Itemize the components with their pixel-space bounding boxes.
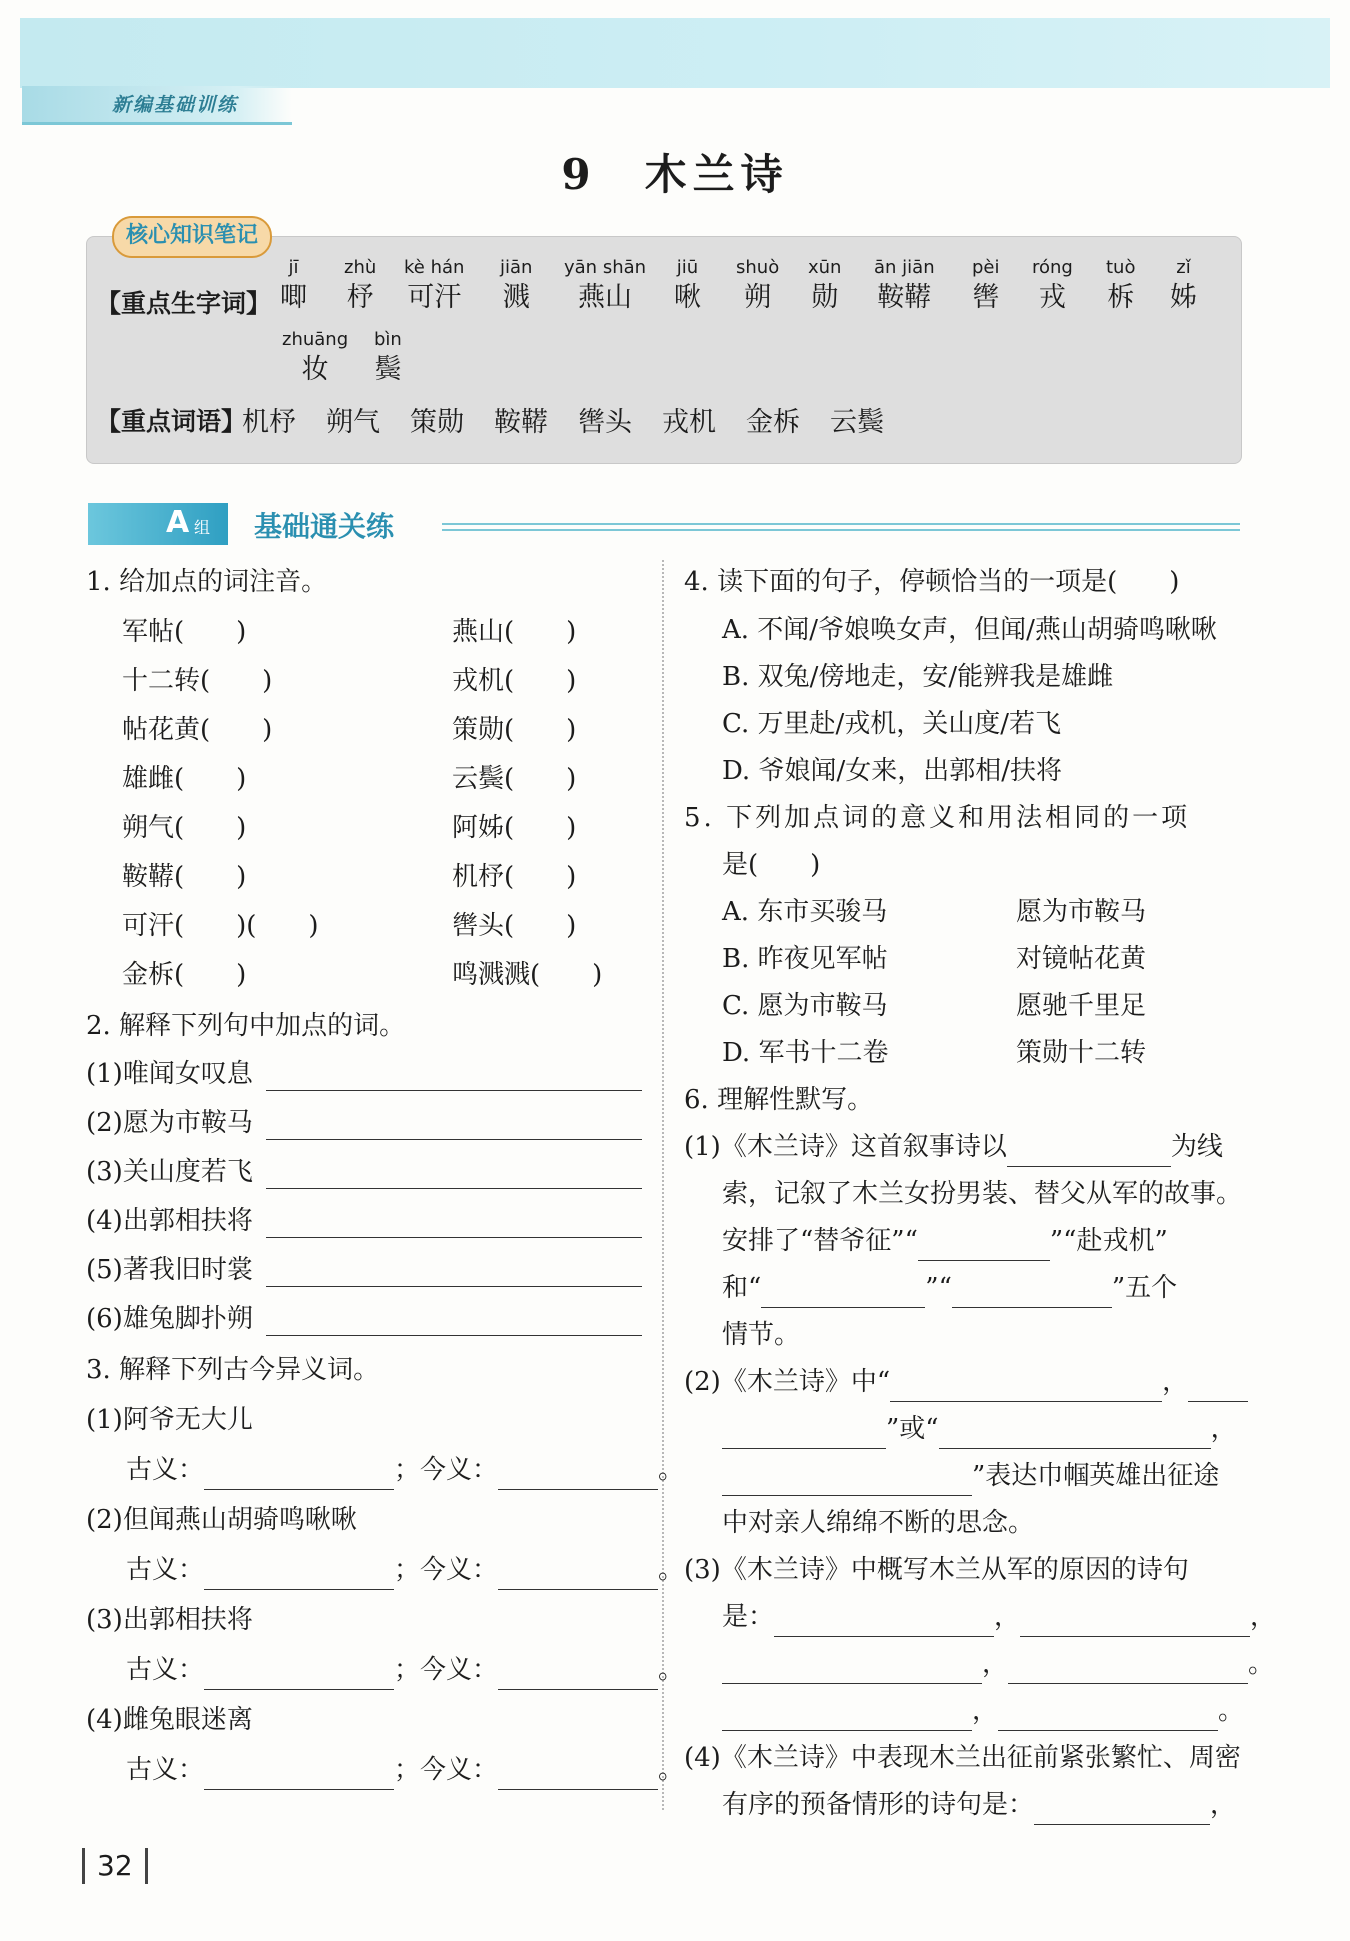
q3-answer-row: 古义： ；今义： 。 [126,1750,684,1790]
answer-line[interactable] [774,1608,994,1637]
q6-part4-line1: (4)《木兰诗》中表现木兰出征前紧张繁忙、周密 [684,1743,1241,1773]
q1-right-item: 辔头( ) [452,911,577,941]
q6-part3-line1: (3)《木兰诗》中概写木兰从军的原因的诗句 [684,1555,1189,1585]
answer-line[interactable] [266,1160,642,1189]
q5-option-a[interactable]: B. 昨夜见军帖 [722,944,888,974]
answer-line[interactable] [266,1258,642,1287]
q3-answer-row: 古义： ；今义： 。 [126,1450,684,1490]
q1-right-item: 燕山( ) [452,617,577,647]
q6-part2-line4: 中对亲人绵绵不断的思念。 [722,1508,1035,1538]
char-item: yān shān 燕山 [564,257,647,313]
q6-stem: 6. 理解性默写。 [684,1085,874,1115]
q6-part1-line3: 安排了“替爷征”“ ”“赴戎机” [722,1221,1168,1261]
answer-line[interactable] [952,1279,1112,1308]
answer-line[interactable] [498,1661,658,1690]
q3-item: (4)雌兔眼迷离 [86,1705,253,1735]
series-label: 新编基础训练 [112,94,239,116]
char-item: jiū 啾 [674,257,701,313]
series-banner [22,86,292,125]
answer-line[interactable] [1007,1138,1171,1167]
page-number: 32 [82,1848,148,1884]
char-item: bìn 鬓 [374,329,402,385]
q6-part3-line2: 是： ， ， [722,1597,1276,1637]
q5-option-a[interactable]: A. 东市买骏马 [722,897,888,927]
char-item: tuò 柝 [1106,257,1136,313]
char-item: jī 唧 [280,257,307,313]
group-a-header [88,503,1240,545]
group-badge: A 组 [88,503,228,545]
word-item: 鞍鞯 [494,407,548,438]
q1-right-item: 阿姊( ) [452,813,577,843]
q4-option[interactable]: C. 万里赴/戎机，关山度/若飞 [722,709,1062,739]
answer-line[interactable] [266,1062,642,1091]
answer-line[interactable] [939,1420,1211,1449]
q2-stem: 2. 解释下列句中加点的词。 [86,1011,406,1041]
answer-line[interactable] [722,1467,972,1496]
q2-item: (2)愿为市鞍马 [86,1108,253,1138]
answer-line[interactable] [722,1702,972,1731]
q6-part1-line2: 索，记叙了木兰女扮男装、替父从军的故事。 [722,1179,1243,1209]
char-item: shuò 朔 [736,257,780,313]
answer-line[interactable] [1020,1608,1250,1637]
char-item: pèi 辔 [972,257,1000,313]
word-item: 策勋 [410,407,464,438]
q1-right-item: 机杼( ) [452,862,577,892]
answer-line[interactable] [761,1279,925,1308]
word-item: 朔气 [326,407,380,438]
q1-left-item: 十二转( ) [122,666,273,696]
answer-line[interactable] [498,1561,658,1590]
answer-line[interactable] [266,1111,642,1140]
q1-left-item: 金柝( ) [122,960,247,990]
q4-stem: 4. 读下面的句子，停顿恰当的一项是( ) [684,567,1180,597]
answer-line[interactable] [722,1420,886,1449]
q1-left-item: 雄雌( ) [122,764,247,794]
answer-line[interactable] [204,1761,394,1790]
answer-line[interactable] [498,1761,658,1790]
q6-part2-line3: ”表达巾帼英雄出征途 [722,1456,1219,1496]
q3-answer-row: 古义： ；今义： 。 [126,1650,684,1690]
chars-label: 【重点生字词】 [96,289,272,318]
q2-item: (6)雄兔脚扑朔 [86,1304,253,1334]
answer-line[interactable] [998,1702,1218,1731]
q4-option[interactable]: D. 爷娘闻/女来，出郭相/扶将 [722,756,1062,786]
q6-part2-line1: (2)《木兰诗》中“ ， [684,1362,1248,1402]
group-name: 基础通关练 [254,510,395,543]
q5-stem: 5. 下列加点词的意义和用法相同的一项 [684,803,1191,833]
q1-right-item: 云鬓( ) [452,764,577,794]
q5-option-b: 策勋十二转 [1016,1038,1147,1068]
key-notes-tag: 核心知识笔记 [112,216,272,258]
q6-part1-line4: 和“ ”“ ”五个 [722,1268,1177,1308]
q5-option-a[interactable]: D. 军书十二卷 [722,1038,889,1068]
word-item: 金柝 [746,407,800,438]
lesson-title: 9 木兰诗 [561,150,789,199]
q3-item: (3)出郭相扶将 [86,1605,253,1635]
word-item: 戎机 [662,407,716,438]
q6-part2-line2: ”或“ ， [722,1409,1237,1449]
answer-line[interactable] [498,1461,658,1490]
q2-item: (1)唯闻女叹息 [86,1059,253,1089]
q1-left-item: 军帖( ) [122,617,247,647]
answer-line[interactable] [204,1461,394,1490]
top-band [20,18,1330,88]
q5-option-b: 愿为市鞍马 [1016,897,1147,927]
q1-right-item: 策勋( ) [452,715,577,745]
answer-line[interactable] [1034,1796,1210,1825]
q1-left-item: 帖花黄( ) [122,715,273,745]
q3-item: (1)阿爷无大儿 [86,1405,253,1435]
q1-left-item: 朔气( ) [122,813,247,843]
answer-line[interactable] [722,1655,982,1684]
char-item: jiān 溅 [500,257,533,313]
q6-part4-line2: 有序的预备情形的诗句是： ， [722,1785,1236,1825]
char-item: róng 戎 [1032,257,1073,313]
q1-left-item: 可汗( )( ) [122,911,319,941]
words-label: 【重点词语】 [96,407,247,436]
answer-line[interactable] [204,1661,394,1690]
q4-option[interactable]: A. 不闻/爷娘唤女声，但闻/燕山胡骑鸣啾啾 [722,615,1217,645]
answer-line[interactable] [266,1307,642,1336]
char-item: zhù 杼 [344,257,377,313]
q4-option[interactable]: B. 双兔/傍地走，安/能辨我是雄雌 [722,662,1114,692]
column-divider [662,560,664,1810]
q2-item: (4)出郭相扶将 [86,1206,253,1236]
char-item: kè hán 可汗 [404,257,465,313]
q6-part3-line3: ， 。 [722,1644,1274,1684]
answer-line[interactable] [1188,1373,1248,1402]
q1-right-item: 戎机( ) [452,666,577,696]
q5-option-a[interactable]: C. 愿为市鞍马 [722,991,888,1021]
word-item: 云鬓 [830,407,884,438]
q1-stem: 1. 给加点的词注音。 [86,567,328,597]
q6-part3-line4: ， 。 [722,1691,1244,1731]
group-rule [442,523,1240,531]
answer-line[interactable] [1008,1655,1248,1684]
q6-part1-line5: 情节。 [722,1320,801,1350]
word-item: 机杼 [242,407,296,438]
q2-item: (5)著我旧时裳 [86,1255,253,1285]
q3-item: (2)但闻燕山胡骑鸣啾啾 [86,1505,357,1535]
char-item: zǐ 姊 [1170,257,1197,313]
answer-line[interactable] [266,1209,642,1238]
answer-line[interactable] [918,1232,1050,1261]
q5-stem-cont: 是( ) [722,850,821,880]
q3-answer-row: 古义： ；今义： 。 [126,1550,684,1590]
char-item: zhuāng 妆 [282,329,349,385]
q3-stem: 3. 解释下列古今异义词。 [86,1355,380,1385]
answer-line[interactable] [890,1373,1162,1402]
q2-item: (3)关山度若飞 [86,1157,253,1187]
char-item: xūn 勋 [808,257,842,313]
q6-part1-line1: (1)《木兰诗》这首叙事诗以 为线 [684,1127,1223,1167]
word-item: 辔头 [578,407,632,438]
key-words [242,400,914,439]
char-item: ān jiān 鞍鞯 [874,257,935,313]
q1-right-item: 鸣溅溅( ) [452,960,603,990]
q1-left-item: 鞍鞯( ) [122,862,247,892]
answer-line[interactable] [204,1561,394,1590]
q5-option-b: 愿驰千里足 [1016,991,1147,1021]
q5-option-b: 对镜帖花黄 [1016,944,1147,974]
